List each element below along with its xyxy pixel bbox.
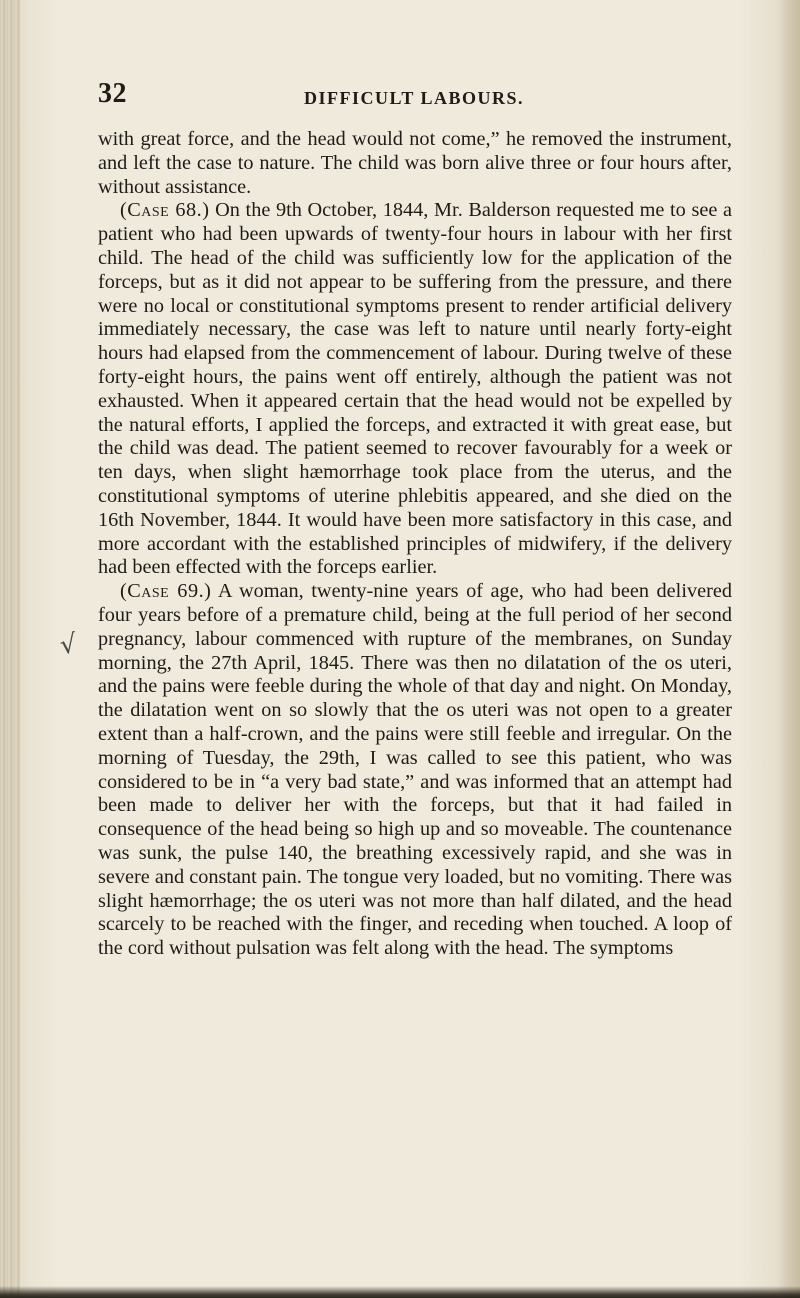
case-label: (Case 68.) bbox=[120, 199, 210, 222]
case-label: (Case 69.) bbox=[120, 580, 212, 603]
page-number: 32 bbox=[98, 78, 127, 109]
paragraph-case-69 bbox=[98, 580, 732, 961]
page-header bbox=[98, 78, 730, 112]
body-text bbox=[98, 128, 732, 961]
paragraph-case-68 bbox=[98, 199, 732, 580]
paragraph-text: A woman, twenty-nine years of age, who had been delivered four years before of a premature child, being at the full period of her second pregnancy, labour commenced with rupture of the membranes, on Sunday morning, the 27th April, 1845. There was then no dilatation of the os uteri, and the pains were feeble during the whole of that day and night. On Monday, the dilatation went on so slowly that the os uteri was not open to a greater extent than a half-crown, and the pains were still feeble and irregular. On the morning of Tuesday, the 29th, I was called to see this patient, who was considered to be in “a very bad state,” and was informed that an attempt had been made to deliver her with the forceps, but that it had failed in consequence of the head being so high up and so moveable. The countenance was sunk, the pulse 140, the breathing excessively rapid, and she was in severe and constant pain. The tongue very loaded, but no vomiting. There was slight hæmorrhage; the os uteri was not more than half dilated, and the head scarcely to be reached with the finger, and receding when touched. A loop of the cord without pulsation was felt along with the head. The symptoms bbox=[98, 580, 732, 960]
paragraph-text: On the 9th October, 1844, Mr. Balderson requested me to see a patient who had been upwards of twenty-four hours in labour with her first child. The head of the child was sufficiently low for the application of the forceps, but as it did not appear to be suffering from the pressure, and there were no local or constitutional symptoms present to render artificial delivery immediately necessary, the case was left to nature until nearly forty-eight hours had elapsed from the commencement of labour. During twelve of these forty-eight hours, the pains went off entirely, although the patient was not exhausted. When it appeared certain that the head would not be expelled by the natural efforts, I applied the forceps, and extracted it with great ease, but the child was dead. The patient seemed to recover favourably for a week or ten days, when slight hæmorrhage took place from the uterus, and the constitutional symptoms of uterine phlebitis appeared, and she died on the 16th November, 1844. It would have been more satisfactory in this case, and more accordant with the established principles of midwifery, if the delivery had been effected with the forceps earlier. bbox=[98, 199, 733, 579]
paragraph-continuation bbox=[98, 128, 732, 199]
page-bottom-shadow bbox=[0, 1286, 800, 1298]
paragraph-text: with great force, and the head would not come,” he removed the instrument, and left the case to nature. The child was born alive three or four hours after, without assistance. bbox=[98, 128, 732, 198]
page-edge-shade bbox=[778, 0, 800, 1298]
running-head: DIFFICULT LABOURS. bbox=[303, 88, 525, 108]
margin-check-mark: √ bbox=[57, 628, 79, 662]
binding-gutter bbox=[0, 0, 20, 1298]
